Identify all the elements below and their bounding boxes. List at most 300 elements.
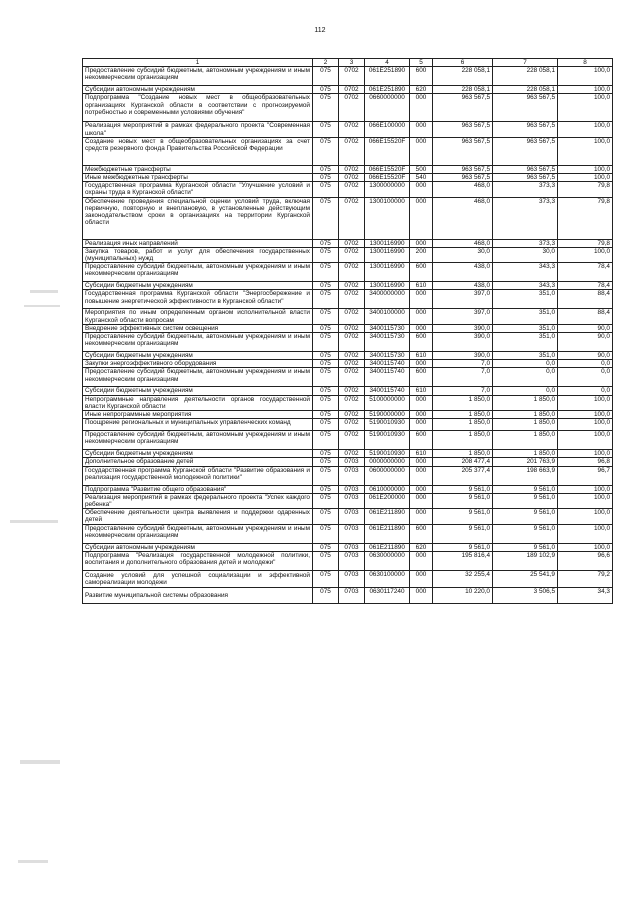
- cell-fact: 198 663,9: [493, 466, 558, 485]
- cell-csr: 1300116990: [365, 263, 410, 282]
- cell-rz: 0702: [339, 360, 365, 368]
- cell-grbs: 075: [313, 466, 339, 485]
- cell-name: Обеспечение проведения специальной оценки условий труда, включая первичную, повторную и внеплановую, в установленные действующим законодательством сроки в организациях на территории Курганской области: [83, 197, 313, 239]
- scan-artifact: [18, 860, 48, 863]
- cell-fact: 201 763,9: [493, 458, 558, 466]
- cell-vr: 600: [410, 333, 433, 352]
- cell-vr: 000: [410, 551, 433, 570]
- cell-rz: 0703: [339, 466, 365, 485]
- table-row: [83, 174, 613, 182]
- cell-csr: 061E251890: [365, 86, 410, 94]
- cell-grbs: 075: [313, 197, 339, 239]
- table-row: [83, 165, 613, 173]
- cell-vr: 610: [410, 450, 433, 458]
- cell-plan: 963 567,5: [433, 174, 493, 182]
- cell-fact: 9 561,0: [493, 524, 558, 543]
- cell-rz: 0702: [339, 67, 365, 86]
- cell-vr: 600: [410, 67, 433, 86]
- cell-rz: 0702: [339, 122, 365, 137]
- cell-plan: 228 058,1: [433, 86, 493, 94]
- table-row: [83, 431, 613, 450]
- cell-pct: 100,0: [558, 137, 613, 165]
- table-row: [83, 509, 613, 524]
- cell-plan: 390,0: [433, 324, 493, 332]
- cell-fact: 351,0: [493, 309, 558, 324]
- cell-rz: 0703: [339, 543, 365, 551]
- cell-pct: 100,0: [558, 524, 613, 543]
- scan-artifact: [30, 290, 58, 293]
- table-row: [83, 570, 613, 587]
- cell-plan: 963 567,5: [433, 122, 493, 137]
- cell-rz: 0702: [339, 137, 365, 165]
- cell-fact: 351,0: [493, 333, 558, 352]
- cell-fact: 373,3: [493, 239, 558, 247]
- scan-artifact: [24, 305, 60, 307]
- cell-csr: 061E211890: [365, 509, 410, 524]
- cell-pct: 100,0: [558, 485, 613, 493]
- cell-pct: 79,8: [558, 239, 613, 247]
- cell-name: Предоставление субсидий бюджетным, автономным учреждениям и иным некоммерческим организациям: [83, 368, 313, 387]
- cell-name: Внедрение эффективных систем освещения: [83, 324, 313, 332]
- cell-grbs: 075: [313, 458, 339, 466]
- cell-csr: 0600000000: [365, 466, 410, 485]
- cell-fact: 189 102,9: [493, 551, 558, 570]
- cell-name: Подпрограмма "Развитие общего образования": [83, 485, 313, 493]
- cell-pct: 88,4: [558, 290, 613, 309]
- cell-grbs: 075: [313, 570, 339, 587]
- table-row: [83, 182, 613, 197]
- cell-pct: 96,7: [558, 466, 613, 485]
- cell-grbs: 075: [313, 67, 339, 86]
- cell-csr: 3400115740: [365, 387, 410, 395]
- cell-fact: 1 850,0: [493, 411, 558, 419]
- cell-csr: 1300000000: [365, 182, 410, 197]
- cell-csr: 066E15520F: [365, 165, 410, 173]
- table-row: [83, 122, 613, 137]
- table-row: [83, 551, 613, 570]
- cell-plan: 1 850,0: [433, 395, 493, 410]
- cell-vr: 000: [410, 485, 433, 493]
- cell-vr: 000: [410, 395, 433, 410]
- cell-name: Субсидии бюджетным учреждениям: [83, 450, 313, 458]
- cell-fact: 963 567,5: [493, 174, 558, 182]
- cell-vr: 610: [410, 352, 433, 360]
- cell-plan: 963 567,5: [433, 165, 493, 173]
- cell-pct: 100,0: [558, 431, 613, 450]
- cell-rz: 0702: [339, 431, 365, 450]
- cell-grbs: 075: [313, 387, 339, 395]
- cell-vr: 000: [410, 570, 433, 587]
- cell-csr: 066E15520F: [365, 174, 410, 182]
- cell-rz: 0702: [339, 282, 365, 290]
- cell-pct: 100,0: [558, 94, 613, 122]
- cell-name: Создание новых мест в общеобразовательных организациях за счет средств резервного фонда Правительства Российской Федерации: [83, 137, 313, 165]
- cell-rz: 0702: [339, 86, 365, 94]
- cell-grbs: 075: [313, 431, 339, 450]
- cell-plan: 32 255,4: [433, 570, 493, 587]
- cell-vr: 000: [410, 197, 433, 239]
- cell-name: Реализация иных направлений: [83, 239, 313, 247]
- table-row: [83, 419, 613, 431]
- cell-fact: 9 561,0: [493, 509, 558, 524]
- cell-csr: 5190010930: [365, 450, 410, 458]
- cell-pct: 0,0: [558, 360, 613, 368]
- cell-fact: 0,0: [493, 360, 558, 368]
- cell-rz: 0702: [339, 174, 365, 182]
- cell-plan: 7,0: [433, 387, 493, 395]
- cell-csr: 3400115730: [365, 333, 410, 352]
- scan-artifact: [20, 760, 60, 764]
- cell-rz: 0702: [339, 419, 365, 431]
- cell-plan: 390,0: [433, 333, 493, 352]
- cell-fact: 1 850,0: [493, 450, 558, 458]
- cell-name: Предоставление субсидий бюджетным, автономным учреждениям и иным некоммерческим организациям: [83, 263, 313, 282]
- cell-vr: 000: [410, 458, 433, 466]
- cell-vr: 610: [410, 387, 433, 395]
- cell-vr: 000: [410, 419, 433, 431]
- cell-pct: 100,0: [558, 509, 613, 524]
- cell-name: Создание условий для успешной социализации и эффективной самореализации молодежи: [83, 570, 313, 587]
- cell-rz: 0703: [339, 524, 365, 543]
- cell-pct: 100,0: [558, 67, 613, 86]
- cell-plan: 195 816,4: [433, 551, 493, 570]
- cell-name: Развитие муниципальной системы образования: [83, 587, 313, 603]
- cell-vr: 000: [410, 290, 433, 309]
- cell-fact: 25 541,9: [493, 570, 558, 587]
- cell-plan: 9 561,0: [433, 493, 493, 508]
- cell-plan: 1 850,0: [433, 411, 493, 419]
- cell-csr: 0660000000: [365, 94, 410, 122]
- cell-fact: 1 850,0: [493, 419, 558, 431]
- cell-pct: 100,0: [558, 419, 613, 431]
- cell-pct: 34,3: [558, 587, 613, 603]
- scan-artifact: [10, 520, 58, 523]
- cell-fact: 1 850,0: [493, 431, 558, 450]
- cell-plan: 9 561,0: [433, 509, 493, 524]
- table-row: [83, 524, 613, 543]
- cell-csr: 0610000000: [365, 485, 410, 493]
- cell-vr: 000: [410, 493, 433, 508]
- cell-plan: 438,0: [433, 282, 493, 290]
- cell-grbs: 075: [313, 352, 339, 360]
- cell-name: Обеспечение деятельности центра выявления и поддержки одаренных детей: [83, 509, 313, 524]
- cell-grbs: 075: [313, 137, 339, 165]
- cell-vr: 000: [410, 587, 433, 603]
- cell-fact: 0,0: [493, 368, 558, 387]
- cell-rz: 0702: [339, 197, 365, 239]
- column-number: 6: [433, 59, 493, 67]
- cell-pct: 78,4: [558, 263, 613, 282]
- cell-plan: 468,0: [433, 197, 493, 239]
- cell-name: Дополнительное образование детей: [83, 458, 313, 466]
- cell-pct: 0,0: [558, 368, 613, 387]
- cell-name: Подпрограмма "Реализация государственной молодежной политики, воспитания и дополнительного образования детей и молодежи": [83, 551, 313, 570]
- cell-name: Закупка товаров, работ и услуг для обеспечения государственных (муниципальных) нужд: [83, 247, 313, 262]
- cell-fact: 373,3: [493, 182, 558, 197]
- table-row: [83, 197, 613, 239]
- cell-rz: 0702: [339, 290, 365, 309]
- cell-vr: 000: [410, 324, 433, 332]
- cell-name: Мероприятия по иным определенным органом исполнительной власти Курганской области вопросам: [83, 309, 313, 324]
- cell-rz: 0702: [339, 387, 365, 395]
- cell-plan: 7,0: [433, 368, 493, 387]
- column-number: 7: [493, 59, 558, 67]
- cell-vr: 620: [410, 543, 433, 551]
- cell-plan: 205 377,4: [433, 466, 493, 485]
- cell-pct: 100,0: [558, 86, 613, 94]
- cell-plan: 390,0: [433, 352, 493, 360]
- cell-fact: 963 567,5: [493, 137, 558, 165]
- cell-csr: 1300116990: [365, 239, 410, 247]
- cell-fact: 373,3: [493, 197, 558, 239]
- cell-fact: 343,3: [493, 263, 558, 282]
- cell-rz: 0702: [339, 352, 365, 360]
- cell-csr: 5190010930: [365, 419, 410, 431]
- table-row: [83, 450, 613, 458]
- cell-grbs: 075: [313, 360, 339, 368]
- table-row: [83, 333, 613, 352]
- table-row: [83, 368, 613, 387]
- cell-grbs: 075: [313, 450, 339, 458]
- cell-pct: 100,0: [558, 395, 613, 410]
- table-row: [83, 587, 613, 603]
- cell-csr: 0630117240: [365, 587, 410, 603]
- cell-name: Субсидии бюджетным учреждениям: [83, 352, 313, 360]
- cell-rz: 0702: [339, 165, 365, 173]
- cell-vr: 200: [410, 247, 433, 262]
- cell-pct: 100,0: [558, 543, 613, 551]
- table-row: [83, 458, 613, 466]
- cell-name: Государственная программа Курганской области "Улучшение условий и охраны труда в Курганской области": [83, 182, 313, 197]
- cell-grbs: 075: [313, 419, 339, 431]
- cell-grbs: 075: [313, 247, 339, 262]
- cell-plan: 438,0: [433, 263, 493, 282]
- cell-pct: 100,0: [558, 247, 613, 262]
- cell-vr: 600: [410, 263, 433, 282]
- cell-grbs: 075: [313, 309, 339, 324]
- cell-vr: 500: [410, 165, 433, 173]
- cell-csr: 061E211890: [365, 543, 410, 551]
- cell-fact: 228 058,1: [493, 86, 558, 94]
- column-number: 1: [83, 59, 313, 67]
- cell-vr: 000: [410, 94, 433, 122]
- cell-plan: 9 561,0: [433, 524, 493, 543]
- cell-name: Субсидии бюджетным учреждениям: [83, 387, 313, 395]
- table-row: [83, 137, 613, 165]
- table-row: [83, 387, 613, 395]
- cell-rz: 0702: [339, 450, 365, 458]
- cell-vr: 000: [410, 309, 433, 324]
- cell-csr: 3400115730: [365, 324, 410, 332]
- cell-plan: 397,0: [433, 309, 493, 324]
- cell-rz: 0702: [339, 411, 365, 419]
- cell-plan: 963 567,5: [433, 137, 493, 165]
- cell-csr: 5190010930: [365, 431, 410, 450]
- cell-grbs: 075: [313, 174, 339, 182]
- cell-plan: 468,0: [433, 182, 493, 197]
- cell-csr: 5190000000: [365, 411, 410, 419]
- cell-csr: 3400115740: [365, 368, 410, 387]
- cell-plan: 208 477,4: [433, 458, 493, 466]
- cell-name: Субсидии автономным учреждениям: [83, 86, 313, 94]
- cell-rz: 0703: [339, 485, 365, 493]
- cell-name: Субсидии автономным учреждениям: [83, 543, 313, 551]
- cell-grbs: 075: [313, 587, 339, 603]
- cell-name: Предоставление субсидий бюджетным, автономным учреждениям и иным некоммерческим организациям: [83, 431, 313, 450]
- cell-vr: 540: [410, 174, 433, 182]
- cell-pct: 88,4: [558, 309, 613, 324]
- cell-plan: 30,0: [433, 247, 493, 262]
- cell-vr: 000: [410, 466, 433, 485]
- cell-name: Поощрение региональных и муниципальных управленческих команд: [83, 419, 313, 431]
- cell-pct: 79,2: [558, 570, 613, 587]
- cell-grbs: 075: [313, 165, 339, 173]
- cell-fact: 963 567,5: [493, 122, 558, 137]
- cell-vr: 000: [410, 137, 433, 165]
- cell-rz: 0702: [339, 333, 365, 352]
- cell-name: Субсидии бюджетным учреждениям: [83, 282, 313, 290]
- table-row: [83, 247, 613, 262]
- cell-vr: 620: [410, 86, 433, 94]
- table-row: [83, 485, 613, 493]
- cell-grbs: 075: [313, 290, 339, 309]
- table-row: [83, 493, 613, 508]
- cell-fact: 963 567,5: [493, 165, 558, 173]
- table-row: [83, 466, 613, 485]
- cell-name: Межбюджетные трансферты: [83, 165, 313, 173]
- cell-grbs: 075: [313, 282, 339, 290]
- table-row: [83, 67, 613, 86]
- table-row: [83, 282, 613, 290]
- cell-grbs: 075: [313, 239, 339, 247]
- cell-pct: 0,0: [558, 387, 613, 395]
- cell-csr: 5100000000: [365, 395, 410, 410]
- cell-csr: 061E211890: [365, 524, 410, 543]
- cell-pct: 78,4: [558, 282, 613, 290]
- cell-name: Государственная программа Курганской области "Энергосбережение и повышение энергетической эффективности в Курганской области": [83, 290, 313, 309]
- cell-name: Непрограммные направления деятельности органов государственной власти Курганской области: [83, 395, 313, 410]
- cell-pct: 96,8: [558, 458, 613, 466]
- cell-rz: 0702: [339, 239, 365, 247]
- cell-rz: 0703: [339, 493, 365, 508]
- table-row: [83, 360, 613, 368]
- cell-name: Государственная программа Курганской области "Развитие образования и реализация государственной молодежной политики": [83, 466, 313, 485]
- cell-plan: 10 220,0: [433, 587, 493, 603]
- cell-csr: 0630100000: [365, 570, 410, 587]
- cell-plan: 9 561,0: [433, 543, 493, 551]
- cell-rz: 0703: [339, 509, 365, 524]
- cell-fact: 1 850,0: [493, 395, 558, 410]
- cell-pct: 90,0: [558, 333, 613, 352]
- cell-grbs: 075: [313, 395, 339, 410]
- cell-pct: 100,0: [558, 122, 613, 137]
- cell-fact: 351,0: [493, 352, 558, 360]
- cell-rz: 0703: [339, 587, 365, 603]
- cell-name: Иные межбюджетные трансферты: [83, 174, 313, 182]
- table-row: [83, 263, 613, 282]
- table-row: [83, 324, 613, 332]
- cell-rz: 0703: [339, 570, 365, 587]
- cell-rz: 0702: [339, 309, 365, 324]
- cell-name: Предоставление субсидий бюджетным, автономным учреждениям и иным некоммерческим организациям: [83, 67, 313, 86]
- column-number: 8: [558, 59, 613, 67]
- cell-fact: 351,0: [493, 324, 558, 332]
- table-row: [83, 290, 613, 309]
- budget-table: [82, 58, 613, 604]
- column-number: 5: [410, 59, 433, 67]
- cell-rz: 0702: [339, 395, 365, 410]
- table-row: [83, 352, 613, 360]
- cell-grbs: 075: [313, 368, 339, 387]
- cell-pct: 100,0: [558, 174, 613, 182]
- cell-grbs: 075: [313, 324, 339, 332]
- cell-plan: 228 058,1: [433, 67, 493, 86]
- cell-csr: 3400115740: [365, 360, 410, 368]
- cell-grbs: 075: [313, 182, 339, 197]
- cell-grbs: 075: [313, 509, 339, 524]
- cell-rz: 0702: [339, 182, 365, 197]
- cell-name: Предоставление субсидий бюджетным, автономным учреждениям и иным некоммерческим организациям: [83, 333, 313, 352]
- cell-csr: 066E15520F: [365, 137, 410, 165]
- cell-csr: 3400115730: [365, 352, 410, 360]
- table-row: [83, 309, 613, 324]
- column-number-row: [83, 59, 613, 67]
- cell-plan: 9 561,0: [433, 485, 493, 493]
- cell-pct: 90,0: [558, 352, 613, 360]
- cell-csr: 061E200000: [365, 493, 410, 508]
- cell-vr: 610: [410, 282, 433, 290]
- cell-csr: 0630000000: [365, 551, 410, 570]
- column-number: 2: [313, 59, 339, 67]
- table-row: [83, 239, 613, 247]
- table-row: [83, 543, 613, 551]
- cell-csr: 3400100000: [365, 309, 410, 324]
- cell-fact: 963 567,5: [493, 94, 558, 122]
- cell-pct: 90,0: [558, 324, 613, 332]
- cell-plan: 1 850,0: [433, 450, 493, 458]
- cell-rz: 0703: [339, 458, 365, 466]
- cell-pct: 100,0: [558, 411, 613, 419]
- cell-fact: 9 561,0: [493, 543, 558, 551]
- cell-name: Предоставление субсидий бюджетным, автономным учреждениям и иным некоммерческим организациям: [83, 524, 313, 543]
- cell-fact: 0,0: [493, 387, 558, 395]
- cell-csr: 1300116990: [365, 247, 410, 262]
- cell-grbs: 075: [313, 86, 339, 94]
- table-row: [83, 395, 613, 410]
- cell-rz: 0702: [339, 368, 365, 387]
- page-number: 112: [314, 27, 326, 34]
- cell-csr: 1300100000: [365, 197, 410, 239]
- cell-csr: 066E100000: [365, 122, 410, 137]
- cell-fact: 343,3: [493, 282, 558, 290]
- cell-grbs: 075: [313, 411, 339, 419]
- cell-rz: 0702: [339, 263, 365, 282]
- cell-vr: 600: [410, 524, 433, 543]
- cell-pct: 79,8: [558, 182, 613, 197]
- cell-grbs: 075: [313, 493, 339, 508]
- cell-rz: 0702: [339, 324, 365, 332]
- cell-fact: 3 506,5: [493, 587, 558, 603]
- cell-fact: 9 561,0: [493, 493, 558, 508]
- cell-vr: 000: [410, 239, 433, 247]
- cell-plan: 468,0: [433, 239, 493, 247]
- cell-grbs: 075: [313, 122, 339, 137]
- cell-grbs: 075: [313, 551, 339, 570]
- cell-fact: 30,0: [493, 247, 558, 262]
- cell-pct: 96,6: [558, 551, 613, 570]
- cell-fact: 228 058,1: [493, 67, 558, 86]
- cell-plan: 1 850,0: [433, 431, 493, 450]
